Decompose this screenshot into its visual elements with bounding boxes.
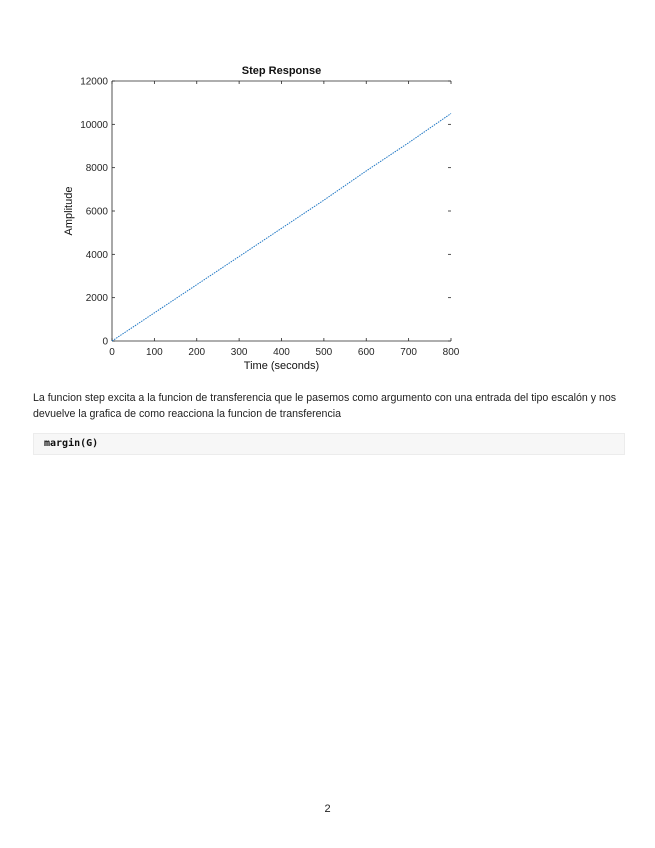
y-tick-label: 8000 <box>85 163 108 175</box>
x-tick-label: 0 <box>109 347 115 358</box>
y-tick-label: 10000 <box>80 119 108 131</box>
x-tick-label: 500 <box>315 347 333 358</box>
y-tick-label: 0 <box>102 336 108 348</box>
x-axis-label: Time (seconds) <box>243 360 320 372</box>
y-tick-label: 4000 <box>85 249 108 261</box>
x-tick-label: 700 <box>400 347 417 358</box>
y-tick-label: 12000 <box>80 76 108 88</box>
code-cell <box>33 433 625 455</box>
code-text: margin(G) <box>44 438 99 449</box>
x-tick-label: 300 <box>230 347 248 358</box>
y-axis-label: Amplitude <box>63 186 75 236</box>
page-number: 2 <box>324 803 331 815</box>
step-response-figure <box>0 0 655 380</box>
x-tick-label: 600 <box>357 347 375 358</box>
step-response-line <box>112 114 451 342</box>
x-tick-label: 800 <box>442 347 460 358</box>
x-tick-label: 400 <box>273 347 290 358</box>
chart-title: Step Response <box>241 65 322 77</box>
y-tick-label: 2000 <box>85 293 108 305</box>
x-tick-label: 200 <box>188 347 206 358</box>
y-tick-label: 6000 <box>85 206 108 218</box>
description-paragraph: La funcion step excita a la funcion de transferencia que le pasemos como argumento con una entrada del tipo escalón y nos devuelve la grafica de como reacciona la funcion de transferencia <box>33 392 617 420</box>
x-tick-label: 100 <box>146 347 163 358</box>
